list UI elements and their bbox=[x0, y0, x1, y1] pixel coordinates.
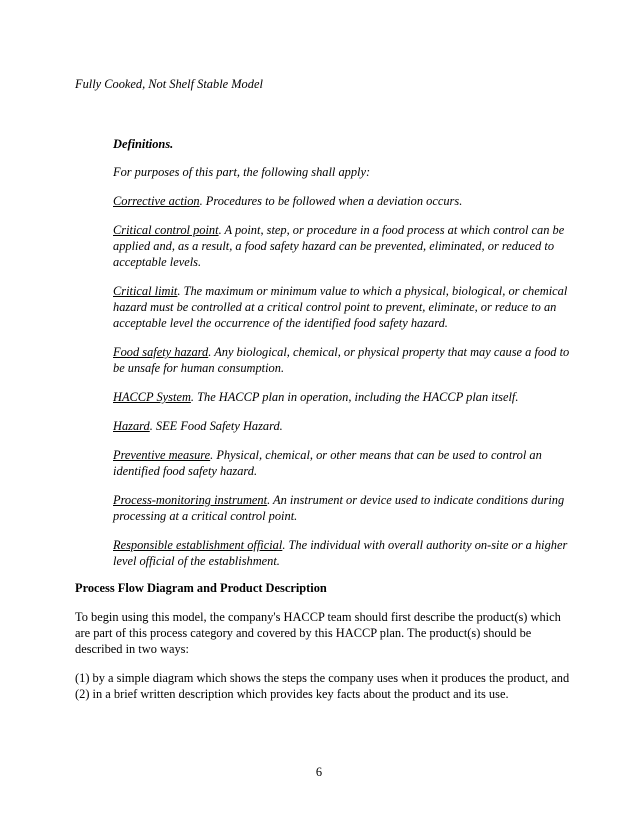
section-step-1: (1) by a simple diagram which shows the steps the company uses when it produces the product, and bbox=[75, 671, 570, 685]
definition-term: Preventive measure bbox=[113, 448, 211, 462]
page-number: 6 bbox=[315, 765, 323, 779]
definition-item-corrective-action bbox=[113, 193, 583, 209]
definition-text: . The HACCP plan in operation, including the HACCP plan itself. bbox=[190, 390, 519, 404]
definition-item-critical-limit bbox=[113, 283, 583, 331]
running-title: Fully Cooked, Not Shelf Stable Model bbox=[75, 77, 263, 91]
definition-item-critical-control-point bbox=[113, 222, 583, 270]
definition-text: . An instrument or device used to indicate conditions during processing at a critical control point. bbox=[113, 493, 565, 523]
definitions-intro: For purposes of this part, the following shall apply: bbox=[113, 165, 371, 179]
definition-item-haccp-system bbox=[113, 389, 583, 405]
definition-term: Critical limit bbox=[113, 284, 178, 298]
definition-term: Corrective action bbox=[113, 194, 200, 208]
definition-text: . A point, step, or procedure in a food process at which control can be applied and, as a result, a food safety hazard can be prevented, eliminated, or reduced to acceptable levels. bbox=[113, 223, 565, 269]
definition-item-process-monitoring-instrument bbox=[113, 492, 583, 524]
section-step-2: (2) in a brief written description which provides key facts about the product and its use. bbox=[75, 687, 509, 701]
definition-term: Food safety hazard bbox=[113, 345, 209, 359]
section-paragraph: To begin using this model, the company's HACCP team should first describe the product(s) which are part of this process category and covered by this HACCP plan. The product(s) should be described in two ways: bbox=[75, 610, 561, 656]
definition-term: HACCP System bbox=[113, 390, 191, 404]
definition-term: Critical control point bbox=[113, 223, 219, 237]
definition-item-hazard bbox=[113, 418, 583, 434]
definition-term: Hazard bbox=[113, 419, 150, 433]
definitions-heading: Definitions. bbox=[113, 137, 174, 151]
definition-item-responsible-establishment-official bbox=[113, 537, 583, 569]
process-flow-section bbox=[75, 580, 575, 702]
definition-term: Responsible establishment official bbox=[113, 538, 283, 552]
definition-text: . The maximum or minimum value to which a physical, biological, or chemical hazard must be controlled at a critical control point to prevent, eliminate, or reduce to an acceptable level the occurrence of the identified food safety hazard. bbox=[113, 284, 568, 330]
section-heading: Process Flow Diagram and Product Description bbox=[75, 581, 327, 595]
definition-text: . Physical, chemical, or other means that can be used to control an identified food safety hazard. bbox=[113, 448, 542, 478]
definition-text: . The individual with overall authority on-site or a higher level official of the establishment. bbox=[113, 538, 568, 568]
definitions-section bbox=[113, 136, 583, 569]
definition-term: Process-monitoring instrument bbox=[113, 493, 268, 507]
definition-text: . SEE Food Safety Hazard. bbox=[149, 419, 283, 433]
definition-item-preventive-measure bbox=[113, 447, 583, 479]
definition-item-food-safety-hazard bbox=[113, 344, 583, 376]
definition-text: . Procedures to be followed when a deviation occurs. bbox=[199, 194, 463, 208]
definition-text: . Any biological, chemical, or physical property that may cause a food to be unsafe for human consumption. bbox=[113, 345, 570, 375]
